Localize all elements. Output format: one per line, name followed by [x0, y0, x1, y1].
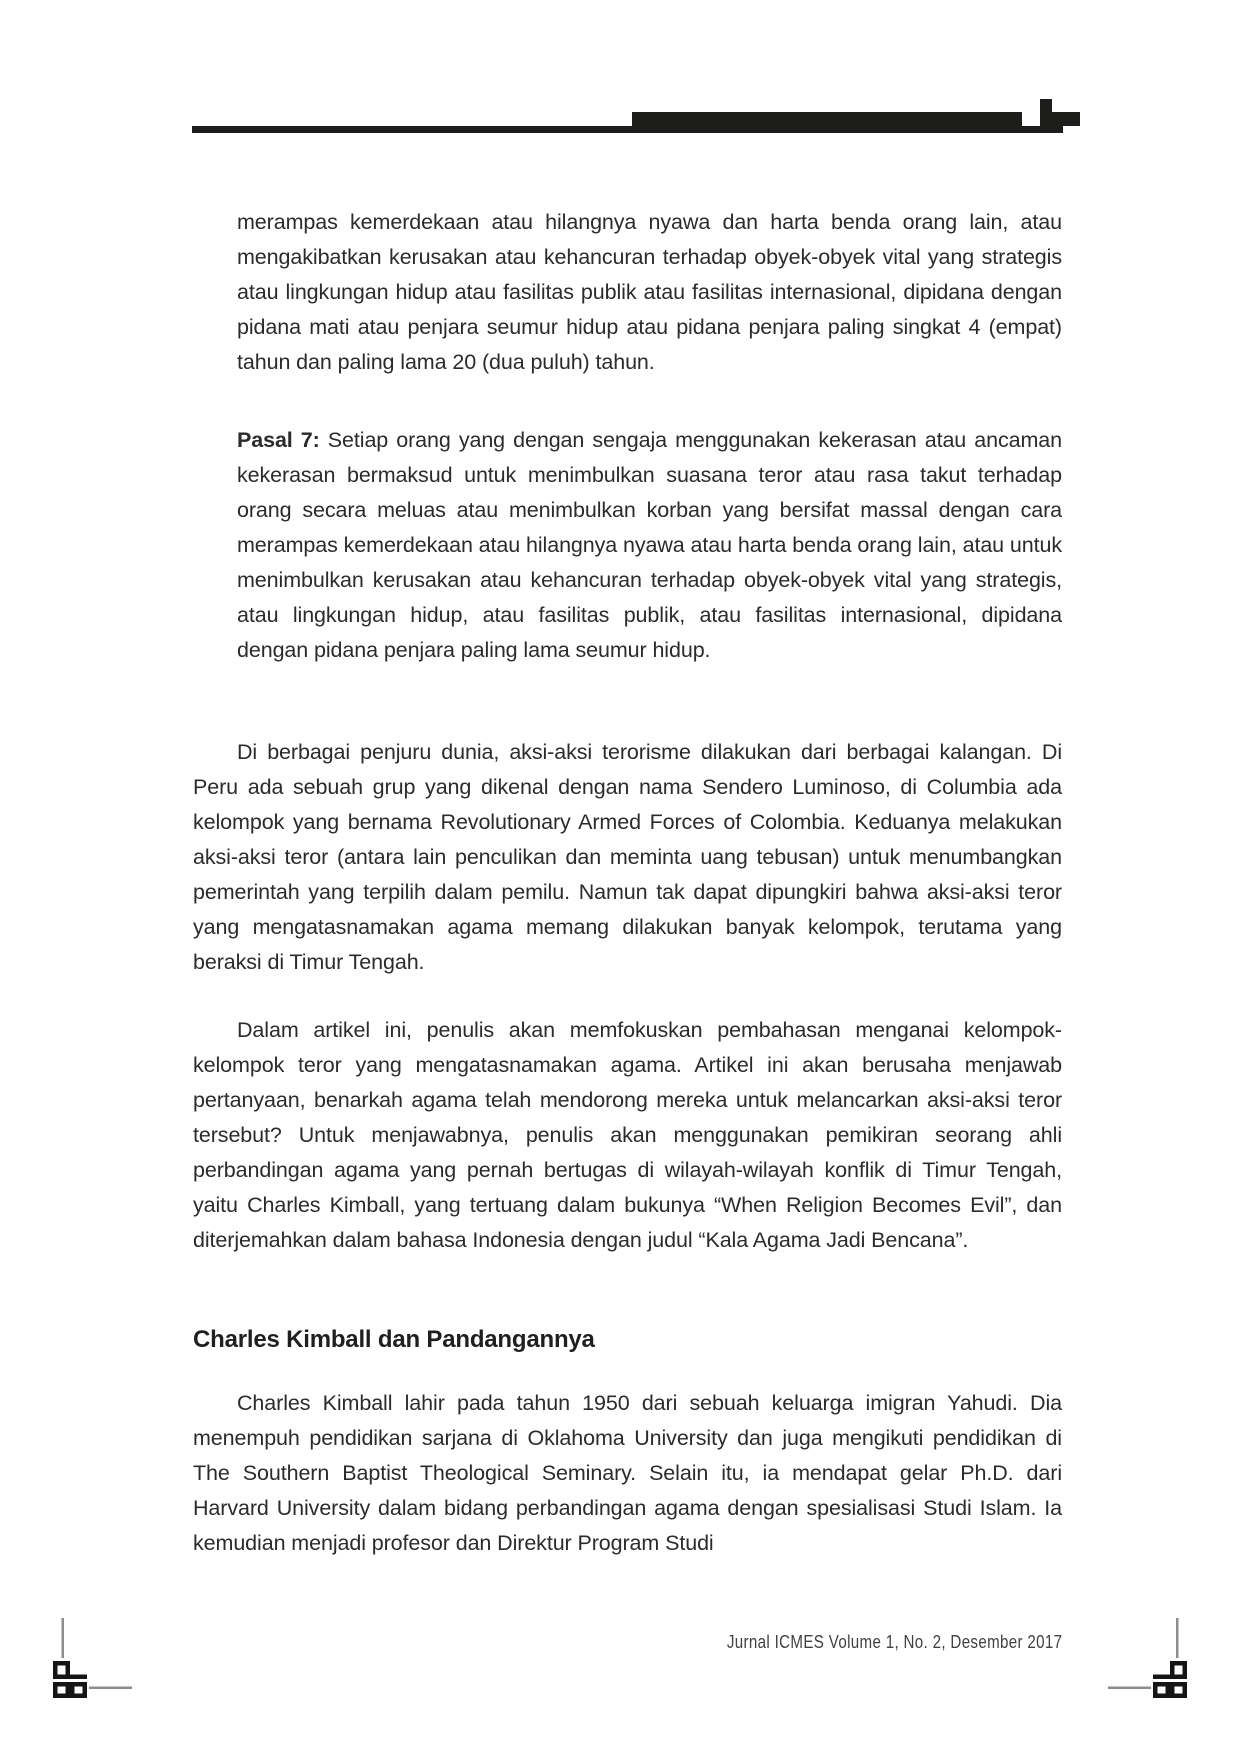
body-paragraph-terrorism-world: Di berbagai penjuru dunia, aksi-aksi terorisme dilakukan dari berbagai kalangan. Di Peru ada sebuah grup yang dikenal dengan nama Sendero Luminoso, di Columbia ada kelompok yang bernama Revolutionary Armed Forces of Colombia. Keduanya melakukan aksi-aksi teror (antara lain penculikan dan meminta uang tebusan) untuk menumbangkan pemerintah yang terpilih dalam pemilu. Namun tak dapat dipungkiri bahwa aksi-aksi teror yang mengatasnamakan agama memang dilakukan banyak kelompok, terutama yang beraksi di Timur Tengah.	[193, 740, 1062, 974]
pasal-7-label: Pasal 7:	[237, 428, 320, 452]
body-paragraph-kimball-bio: Charles Kimball lahir pada tahun 1950 dari sebuah keluarga imigran Yahudi. Dia menempuh pendidikan sarjana di Oklahoma University dan juga mengikuti pendidikan di The Southern Baptist Theological Seminary. Selain itu, ia mendapat gelar Ph.D. dari Harvard University dalam bidang perbandingan agama dengan spesialisasi Studi Islam. Ia kemudian menjadi profesor dan Direktur Program Studi	[193, 1391, 1062, 1555]
quoted-law-paragraph: merampas kemerdekaan atau hilangnya nyawa dan harta benda orang lain, atau mengakibatkan kerusakan atau kehancuran terhadap obyek-obyek vital yang strategis atau lingkungan hidup atau fasilitas publik atau fasilitas internasional, dipidana dengan pidana mati atau penjara seumur hidup atau pidana penjara paling singkat 4 (empat) tahun dan paling lama 20 (dua puluh) tahun.	[237, 210, 1062, 374]
footer-journal-line: Jurnal ICMES Volume 1, No. 2, Desember 2017	[726, 1632, 1062, 1652]
header-corner-notch	[1040, 99, 1052, 113]
corner-ornament-left-icon	[52, 1618, 134, 1700]
header-thick-bar	[632, 112, 1022, 128]
pasal-7-paragraph	[237, 423, 1062, 668]
header-corner-mark	[1040, 112, 1080, 126]
footer	[193, 1630, 1062, 1654]
pasal-7-text: Setiap orang yang dengan sengaja menggunakan kekerasan atau ancaman kekerasan bermaksud untuk menimbulkan suasana teror atau rasa takut terhadap orang secara meluas atau menimbulkan korban yang bersifat massal dengan cara merampas kemerdekaan atau hilangnya nyawa atau harta benda orang lain, atau untuk menimbulkan kerusakan atau kehancuran terhadap obyek-obyek vital yang strategis, atau lingkungan hidup, atau fasilitas publik, atau fasilitas internasional, dipidana dengan pidana penjara paling lama seumur hidup.	[237, 428, 1062, 662]
body-paragraph-article-focus: Dalam artikel ini, penulis akan memfokuskan pembahasan menganai kelompok-kelompok teror yang mengatasnamakan agama. Artikel ini akan berusaha menjawab pertanyaan, benarkah agama telah mendorong mereka untuk melancarkan aksi-aksi teror tersebut? Untuk menjawabnya, penulis akan menggunakan pemikiran seorang ahli perbandingan agama yang pernah bertugas di wilayah-wilayah konflik di Timur Tengah, yaitu Charles Kimball, yang tertuang dalam bukunya “When Religion Becomes Evil”, dan diterjemahkan dalam bahasa Indonesia dengan judul “Kala Agama Jadi Bencana”.	[193, 1018, 1062, 1252]
section-heading: Charles Kimball dan Pandangannya	[193, 1326, 595, 1353]
corner-ornament-right-icon	[1106, 1618, 1188, 1700]
